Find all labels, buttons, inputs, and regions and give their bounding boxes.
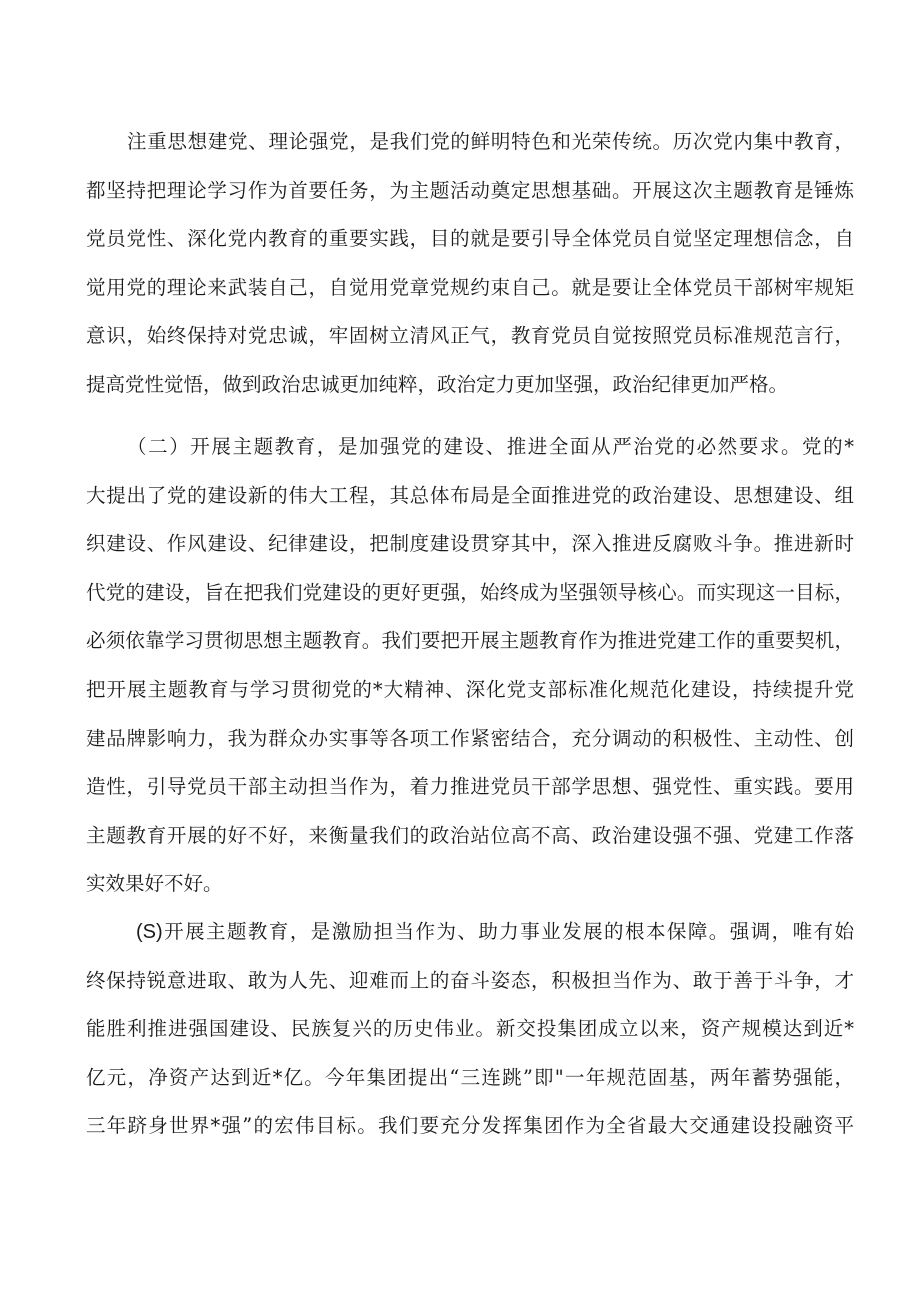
- text-line: 代党的建设，旨在把我们党建设的更好更强，始终成为坚强领导核心。而实现这一目标，: [86, 580, 854, 604]
- text-line: 三年跻身世界*强”的宏伟目标。我们要充分发挥集团作为全省最大交通建设投融资平: [86, 1114, 854, 1138]
- text-line: 大提出了党的建设新的伟大工程，其总体布局是全面推进党的政治建设、思想建设、组: [86, 483, 854, 507]
- paragraph-3: [86, 908, 854, 1151]
- text-line: [86, 908, 854, 957]
- section-marker: (S): [136, 921, 163, 943]
- text-line: 都坚持把理论学习作为首要任务，为主题活动奠定思想基础。开展这次主题教育是锤炼: [86, 178, 854, 202]
- text-line-content: 开展主题教育，是激励担当作为、助力事业发展的根本保障。强调，唯有始: [162, 920, 854, 943]
- text-line: 意识，始终保持对党忠诚，牢固树立清风正气，教育党员自觉按照党员标准规范言行，: [86, 324, 854, 348]
- text-line: 必须依靠学习贯彻思想主题教育。我们要把开展主题教育作为推进党建工作的重要契机，: [86, 629, 854, 653]
- text-line: 能胜利推进强国建设、民族复兴的历史伟业。新交投集团成立以来，资产规模达到近*: [86, 1017, 854, 1041]
- text-line: 实效果好不好。: [86, 872, 223, 896]
- text-line: 织建设、作风建设、纪律建设，把制度建设贯穿其中，深入推进反腐败斗争。推进新时: [86, 532, 854, 556]
- text-line: 党员党性、深化党内教育的重要实践，目的就是要引导全体党员自觉坚定理想信念，自: [86, 227, 854, 251]
- text-line: （二）开展主题教育，是加强党的建设、推进全面从严治党的必然要求。党的*: [127, 435, 854, 458]
- text-line: 亿元，净资产达到近*亿。今年集团提出“三连跳”即"一年规范固基，两年蓄势强能，: [86, 1065, 854, 1089]
- paragraph-1: [86, 118, 854, 410]
- paragraph-2: [86, 423, 854, 909]
- text-line: 把开展主题教育与学习贯彻党的*大精神、深化党支部标准化规范化建设，持续提升党: [86, 677, 854, 701]
- text-line: 提高党性觉悟，做到政治忠诚更加纯粹，政治定力更加坚强，政治纪律更加严格。: [86, 372, 789, 396]
- text-line: 注重思想建党、理论强党，是我们党的鲜明特色和光荣传统。历次党内集中教育，: [127, 130, 854, 153]
- text-line: 建品牌影响力，我为群众办实事等各项工作紧密结合，充分调动的积极性、主动性、创: [86, 726, 854, 750]
- text-line: 造性，引导党员干部主动担当作为，着力推进党员干部学思想、强党性、重实践。要用: [86, 775, 854, 799]
- text-line: 主题教育开展的好不好，来衡量我们的政治站位高不高、政治建设强不强、党建工作落: [86, 823, 854, 847]
- text-line: 觉用党的理论来武装自己，自觉用党章党规约束自己。就是要让全体党员干部树牢规矩: [86, 275, 854, 299]
- text-line: 终保持锐意进取、敢为人先、迎难而上的奋斗姿态，积极担当作为、敢于善于斗争，才: [86, 968, 854, 992]
